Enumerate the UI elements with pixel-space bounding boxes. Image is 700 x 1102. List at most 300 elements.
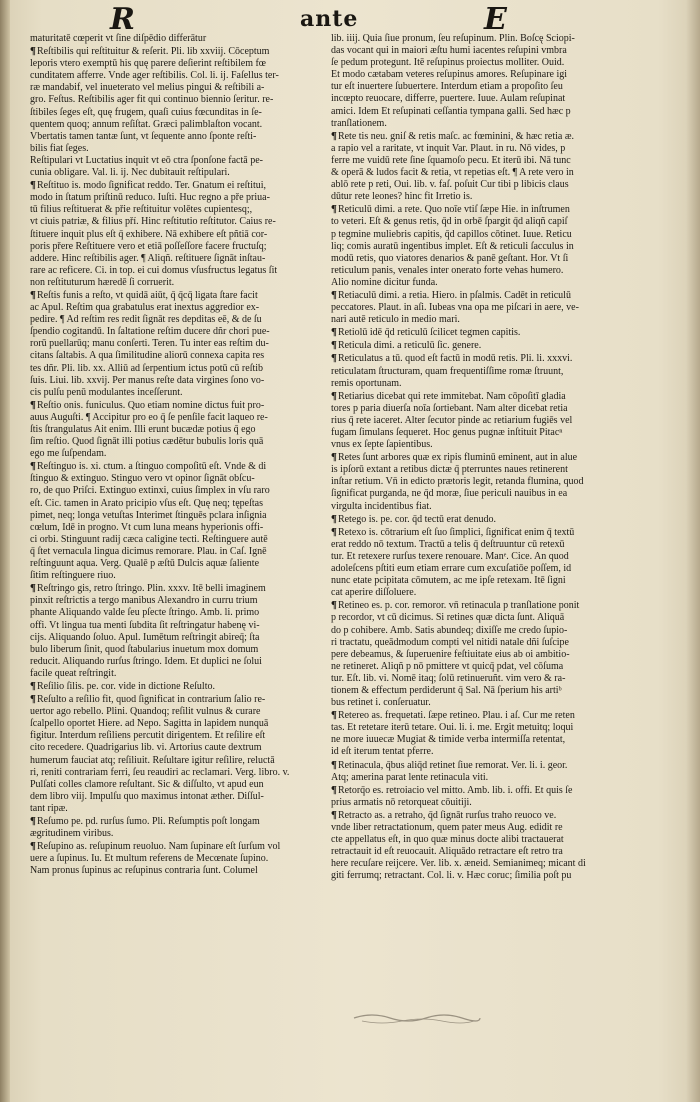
entry-text: do p cohibere. Amb. Satis abundeq; dixiſſe me credo ſupio- — [331, 624, 568, 636]
entry-text: tores p paria diuerſa noīa ſortiebant. Nam alter dicebat retia — [331, 402, 568, 414]
dictionary-entry — [331, 709, 633, 758]
entry-text: rare ac reficere. Ci. in top. ei cui domus vſusfructus legatus ſit — [30, 264, 278, 276]
entry-line — [331, 649, 633, 661]
entry-line — [30, 448, 326, 460]
entry-line — [30, 632, 326, 644]
entry-text: Reſtibilis qui reſtituitur & reſerit. Pli. lib xxviij. Cōceptum — [36, 46, 270, 58]
entry-text: Reſtituo is. modo ſignificat reddo. Ter. Gnatum ei reſtitui, — [36, 180, 267, 192]
entry-line — [30, 70, 326, 82]
entry-text: ri, reniti contrariam ferri, ſeu reaudiri ac reclamari. Verg. libro. v. — [30, 766, 290, 778]
entry-line — [331, 661, 633, 673]
paragraph-mark: ¶ — [331, 389, 337, 402]
entry-line — [30, 387, 326, 399]
entry-text: Retorq̄o es. retroiacio vel mitto. Amb. lib. i. offi. Et quis ſe — [337, 784, 573, 796]
dictionary-entry — [331, 33, 633, 130]
entry-line — [30, 399, 326, 412]
dictionary-entry — [331, 513, 633, 526]
entry-line — [331, 809, 633, 822]
entry-text: remis oportunam. — [331, 377, 402, 389]
entry-line — [30, 718, 326, 730]
entry-text: gro. Feſtus. Reſtibilis ager fit qui continuo biennio ſeritur. re- — [30, 94, 274, 106]
entry-line — [331, 488, 633, 500]
entry-line — [30, 326, 326, 338]
entry-text: eſt. Cic. tamen in Arato pricipio vſus eſt. Quę neq; tępeſtas — [30, 497, 263, 509]
entry-line — [30, 473, 326, 485]
entry-text: Reſupino as. reſupinum reuoluo. Nam ſupinare eſt ſurſum vol — [36, 841, 281, 853]
dictionary-entry — [331, 203, 633, 289]
entry-line — [30, 730, 326, 742]
dictionary-entry — [30, 179, 326, 289]
entry-text: maturitatē cœperit vt ſine diſpēdio differātur — [30, 33, 207, 44]
entry-text: Rete tis neu. gniſ & retis maſc. ac fœminini, & hæc retia æ. — [337, 130, 575, 142]
entry-text: nari autē reticulo in medio mari. — [331, 314, 460, 326]
paragraph-mark: ¶ — [331, 512, 337, 525]
entry-line — [331, 599, 633, 612]
dictionary-entry — [30, 840, 326, 877]
entry-text: Retinacula, q̄bus aliq̄d retinet ſiue remorat. Ver. li. i. geor. — [337, 759, 568, 771]
entry-line — [30, 485, 326, 497]
entry-line — [331, 746, 633, 758]
paragraph-mark: ¶ — [331, 525, 337, 538]
entry-text: reticulatam ſtructuram, quam frequentiſſime romæ ſtruunt, — [331, 365, 564, 377]
entry-text: Vbertatis tamen tantæ ſunt, vt ſequente anno ſponte reſti- — [30, 130, 257, 142]
entry-line — [30, 865, 326, 877]
entry-text: & operā & ludos facit & retia, vt repetias eſt. ¶ A rete vero in — [331, 167, 574, 179]
entry-line — [30, 791, 326, 803]
entry-text: peccatores. Plaut. in aſi. Iubeas vna opa me piſcari in aere, ve- — [331, 302, 579, 314]
entry-text: Retiolū idē q̄d reticulū ſcilicet tegmen capitis. — [337, 327, 521, 339]
entry-text: uertor ago rebello. Plini. Quandoq; reſilit vulnus & curare — [30, 706, 261, 718]
entry-text: quentem quoq; annum reſiſtat. Græci palimblaſton vocant. — [30, 118, 263, 130]
entry-line — [30, 424, 326, 436]
paragraph-mark: ¶ — [331, 709, 337, 722]
entry-text: p recordor, vt cū dicimus. Si retines quæ dicta ſunt. Aliquā — [331, 612, 565, 624]
entry-line — [30, 815, 326, 828]
entry-line — [30, 803, 326, 815]
paragraph-mark: ¶ — [30, 582, 36, 595]
entry-line — [30, 779, 326, 791]
entry-line — [331, 427, 633, 439]
entry-line — [331, 302, 633, 314]
dictionary-entry — [30, 582, 326, 680]
entry-line — [30, 582, 326, 595]
entry-line — [30, 33, 326, 45]
entry-line — [331, 476, 633, 488]
entry-line — [331, 685, 633, 697]
entry-line — [30, 82, 326, 94]
entry-line — [331, 130, 633, 143]
entry-line — [331, 625, 633, 637]
paragraph-mark: ¶ — [30, 679, 36, 692]
entry-line — [30, 412, 326, 424]
entry-text: cte appellatus eſt, in quo quæ minus docte alibi tractauerat — [331, 834, 564, 846]
entry-text: figitur. Interdum reſiliens percutit dirigentem. Et reſilire eſt — [30, 730, 266, 742]
paragraph-mark: ¶ — [331, 129, 337, 142]
paragraph-mark: ¶ — [331, 599, 337, 612]
entry-text: Retiarius dicebat qui rete immitebat. Nam cōpoſitī gladia — [337, 390, 566, 402]
dictionary-entry — [331, 352, 633, 389]
entry-line — [331, 563, 633, 575]
entry-text: Retereo as. frequetati. ſæpe retineo. Plau. i aſ. Cur me reten — [337, 710, 575, 722]
entry-line — [30, 436, 326, 448]
entry-text: virgulta incidentibus fiat. — [331, 500, 432, 512]
entry-text: pimet, neq; longa vetuſtas Interimet ſtinguēs pclara inſignia — [30, 509, 267, 521]
entry-text: bulo liberum ſinit, quod ſtabularius inuetum mox domum — [30, 643, 259, 655]
entry-line — [331, 191, 633, 203]
entry-line — [30, 94, 326, 106]
entry-line — [30, 498, 326, 510]
dictionary-entry — [30, 693, 326, 815]
entry-text: pere debeamus, & ſuperuenire feſtiuitate eius ab oi ambitio- — [331, 648, 570, 660]
entry-line — [30, 241, 326, 253]
entry-text: Reſtipulari vt Luctatius inquit vt eō ctra ſponſone factā pe- — [30, 154, 263, 166]
paragraph-mark: ¶ — [30, 840, 36, 853]
entry-text: offi. Vt lingua tua menti ſubdita ſit reſtringatur habenę vi- — [30, 619, 260, 631]
entry-text: dem libro viij. Impulſu quo maximus intonat æther. Diſſul- — [30, 790, 264, 802]
entry-text: rius q̄ rete iaceret. Alter ſecutor pinde ac retiarium fugiēs vel — [331, 414, 573, 426]
entry-line — [331, 575, 633, 587]
entry-line — [331, 167, 633, 179]
entry-line — [30, 338, 326, 350]
entry-text: tes dñr. Pli. lib. xx. Alliū ad ſerpentium ictus potū cū reſtib̄ — [30, 362, 264, 374]
entry-text: p tegmine muliebris capitis, q̄d capillos cōtinet. Iuue. Reticu — [331, 228, 572, 240]
entry-line — [331, 179, 633, 191]
entry-text: ræ mandabif, vel inueterato vel melius pingui & reſtibili a- — [30, 82, 265, 94]
entry-line — [331, 241, 633, 253]
entry-text: to veteri. Eſt & genus retis, q̄d in orbē ſpargit q̄d aliqñ capiſ — [331, 216, 568, 228]
paragraph-mark: ¶ — [30, 45, 36, 58]
entry-line — [30, 58, 326, 70]
entry-text: ci orbi. Stinguunt radij cæca caligine tecti. Reſtinguere autē — [30, 533, 268, 545]
entry-text: vnde liber retractationum, quem pater meus Aug. edidit re — [331, 822, 563, 833]
entry-text: is ipſorū extant a retibus dictæ q̄ pterruntes naues retinerent — [331, 464, 568, 476]
right-text-column — [331, 33, 633, 882]
entry-line — [30, 289, 326, 302]
entry-text: dūtur rete leones? hinc fit Irretio is. — [331, 191, 473, 203]
entry-line — [30, 510, 326, 522]
entry-text: ſuis. Liui. lib. xxvij. Per manus reſte data virgines ſono vo- — [30, 374, 265, 386]
entry-line — [30, 742, 326, 754]
entry-text: vnus ex ſepte ſapientibus. — [331, 439, 433, 451]
entry-text: tur. Eſt. lib. vi. Nomē itaq; ſolū retinueruñt. vim vero & ra- — [331, 672, 566, 684]
entry-text: tur. Et retexere rurſus texere renouare. Manᵉ. Cice. An quod — [331, 550, 569, 562]
entry-text: bilis fiat ſeges. — [30, 142, 89, 154]
entry-text: tas. Et retetare iterū tetare. Oui. li. i. me. Ergit metuitq; loqui — [331, 722, 574, 734]
entry-line — [30, 204, 326, 216]
running-head-word: ante — [300, 6, 359, 32]
paragraph-mark: ¶ — [331, 783, 337, 796]
running-head-right-letter: E — [484, 2, 507, 37]
entry-line — [30, 693, 326, 706]
entry-line — [30, 265, 326, 277]
entry-line — [30, 570, 326, 582]
entry-line — [331, 216, 633, 228]
entry-text: tranſlationem. — [331, 117, 387, 129]
entry-text: poris přere Reſtituere vero et etiā poſſeſſore facere fructuſq; — [30, 240, 267, 252]
entry-line — [30, 302, 326, 314]
entry-text: Reſtio onis. funiculus. Quo etiam nomine dictus fuit pro- — [36, 399, 265, 411]
dictionary-entry — [331, 759, 633, 784]
entry-line — [331, 551, 633, 563]
paragraph-mark: ¶ — [331, 288, 337, 301]
entry-text: Reticulū dimi. a rete. Quo noīe vtiſ ſæpe Hie. in inſtrumen — [337, 204, 570, 216]
entry-text: ſcalpello oportet Hiere. ad Nepo. Sagitta in lapidem nunquā — [30, 718, 269, 730]
entry-text: vt ciuis patriæ, & filius pří. Hinc reſtitutio reſtitutor. Caius re- — [30, 216, 276, 228]
entry-line — [30, 546, 326, 558]
entry-text: cat aperire diſſoluere. — [331, 587, 417, 599]
dictionary-entry — [30, 460, 326, 582]
entry-text: id eſt iterum tentat pferre. — [331, 746, 434, 758]
entry-line — [30, 363, 326, 375]
entry-line — [30, 620, 326, 632]
entry-line — [331, 784, 633, 797]
dictionary-entry — [331, 289, 633, 326]
entry-text: Reſumo pe. pd. rurſus ſumo. Pli. Reſumptis poſt longam — [36, 816, 260, 827]
entry-text: leporis vtero exemptū his quę parere deſierint reſtibilem fœ — [30, 58, 267, 70]
entry-line — [30, 656, 326, 668]
dictionary-entry — [331, 526, 633, 600]
entry-line — [331, 834, 633, 846]
entry-text: ac Apul. Reſtim qua grabatulus erat inextus aggredior ex- — [30, 302, 260, 314]
entry-line — [331, 858, 633, 870]
entry-text: ne retineret. Aliqñ p nō pmittere vt quicq̄ pdat, vel cōſuma — [331, 660, 564, 672]
entry-text: tionem & effectum perdiderunt q̄ Sal. Nā ſperium his artiᵇ — [331, 684, 562, 696]
entry-text: Pulſati colles clamore reſultant. Sic & diſſulto, vt apud eun — [30, 778, 264, 790]
paragraph-mark: ¶ — [30, 398, 36, 411]
entry-line — [331, 709, 633, 722]
entry-line — [331, 870, 633, 882]
entry-line — [331, 277, 633, 289]
entry-line — [331, 229, 633, 241]
entry-line — [331, 439, 633, 451]
entry-line — [331, 501, 633, 513]
entry-line — [30, 375, 326, 387]
entry-line — [331, 637, 633, 649]
entry-text: Reticulatus a tū. quod eſt factū in modū retis. Pli. li. xxxvi. — [337, 353, 573, 365]
entry-text: non reſtituturum hæredē ſi corruerit. — [30, 276, 175, 288]
entry-text: Alio nomine dicitur funda. — [331, 276, 438, 288]
entry-line — [331, 759, 633, 772]
dictionary-entry — [30, 680, 326, 693]
entry-line — [30, 229, 326, 241]
entry-line — [30, 216, 326, 228]
entry-text: Reſtinguo is. xi. ctum. a ſtinguo compoſitū eſt. Vnde & di — [36, 461, 267, 473]
dictionary-entry — [331, 809, 633, 883]
paragraph-mark: ¶ — [331, 808, 337, 821]
entry-line — [331, 451, 633, 464]
entry-text: pedire. ¶ Ad reſtim res redit ſignāt res depditas eē, & de ſu — [30, 314, 262, 326]
entry-line — [331, 797, 633, 809]
running-head-left-letter: R — [110, 2, 135, 37]
dictionary-entry — [30, 33, 326, 45]
dictionary-entry — [331, 599, 633, 709]
entry-line — [30, 767, 326, 779]
entry-text: Reticula dimi. a reticulū ſic. genere. — [337, 340, 482, 352]
entry-text: giti ferrumq; retractant. Col. li. v. Hæc coruc; ſimilia poſt pu — [331, 870, 572, 882]
entry-text: das vocant qui in maiori æſtu humi iacentes reſupini vmbra — [331, 45, 567, 57]
entry-text: fugam ſimulans ſequeret. Hoc genus pugnæ inſtituit Pitacⁿ — [331, 427, 563, 438]
paragraph-mark: ¶ — [331, 339, 337, 352]
entry-line — [331, 289, 633, 302]
entry-text: Retes ſunt arbores quæ ex ripis fluminū eminent, aut in alue — [337, 452, 578, 464]
entry-text: ægritudinem viribus. — [30, 828, 114, 840]
page-binding-shadow — [0, 0, 10, 1102]
entry-text: Et modo cætabam veteres reſupinus amores. Reſupinare igi — [331, 69, 568, 81]
entry-text: prius armatis nō retorqueat cōuitiji. — [331, 796, 472, 808]
paragraph-mark: ¶ — [30, 815, 36, 827]
entry-text: ego me ſuſpendam. — [30, 448, 107, 460]
entry-line — [331, 378, 633, 390]
dictionary-entry — [331, 390, 633, 451]
entry-text: ſignificat purganda, ne q̄d moræ, ſiue periculi nauibus in ea — [331, 488, 568, 500]
entry-line — [331, 697, 633, 709]
entry-text: Nam pronus ſupinus ac reſupinus contraria ſunt. Columel — [30, 865, 258, 877]
entry-text: amici. Idem Et reſupinati ceſſantia tympana galli. Sed hæc p — [331, 105, 571, 117]
entry-text: humerum fauciat atq; reſiliuit. Reſultare igitur reſilire, reluctā — [30, 754, 275, 766]
entry-text: pinxit reſtrictis a tergo manibus Alexandro in curru trium — [30, 595, 258, 607]
entry-text: ſpendio cogitandū. In ſaltatione reſtim ducere dñr chori pue- — [30, 326, 270, 338]
entry-line — [30, 167, 326, 179]
paragraph-mark: ¶ — [30, 693, 36, 706]
entry-text: Retiaculū dimi. a retia. Hiero. in pſalmis. Cadēt in reticulū — [337, 289, 571, 301]
entry-text: cis pulſu penū modulantes inceſſerunt. — [30, 386, 183, 398]
printers-ornament — [352, 1010, 482, 1026]
entry-text: ſtinguo & extinguo. Stinguo vero vt opinor ſignāt obſcu- — [30, 473, 255, 485]
entry-line — [331, 352, 633, 365]
entry-text: Reſtringo gis, retro ſtringo. Plin. xxxv. Itē belli imaginem — [36, 583, 266, 595]
entry-line — [30, 155, 326, 167]
entry-line — [331, 539, 633, 551]
entry-line — [30, 143, 326, 155]
entry-text: Retineo es. p. cor. remoror. vn̄ retinacula p tranſlatione ponit — [337, 600, 580, 612]
entry-text: reducit. Aliquando rurſus ſtringo. Idem. Et duplici ne ſolui — [30, 655, 262, 667]
entry-line — [331, 366, 633, 378]
entry-text: Retego is. pe. cor. q̄d tectū erat denudo. — [337, 513, 496, 525]
dictionary-entry — [30, 155, 326, 179]
dictionary-entry — [331, 326, 633, 339]
entry-line — [331, 587, 633, 599]
entry-line — [331, 33, 633, 45]
entry-line — [331, 81, 633, 93]
entry-text: ferre me vuidū rete ſine ſquamoſo pecu. Et iterū ibi. Nā tunc — [331, 154, 571, 166]
entry-text: ſtibiles ſeges eſt, quę frugem, quaſi cuius fœcunditas in ſe- — [30, 106, 262, 118]
entry-text: ri tractatu, queādmodum compti vel nitidi natale dñi ſuſcipe — [331, 636, 569, 648]
entry-text: nunc etate pcipitata cōmutem, ac me ipſe retexam. Itē ſigni — [331, 575, 566, 587]
entry-text: citans ſaltabis. A qua ſimilitudine aliorū connexa capita res — [30, 350, 265, 362]
dictionary-entry — [331, 451, 633, 512]
paragraph-mark: ¶ — [331, 326, 337, 339]
entry-line — [30, 314, 326, 326]
entry-line — [331, 846, 633, 858]
entry-line — [30, 755, 326, 767]
entry-text: liq; comis auratū ingentibus implet. Eſt & reticuli ſacculus in — [331, 240, 574, 252]
entry-line — [331, 326, 633, 339]
entry-text: cijs. Aliquando ſoluo. Apul. Iumētum reſtringit abireq̄; ſta — [30, 631, 260, 643]
entry-text: Atq; amerina parat lente retinacula viti. — [331, 771, 489, 783]
entry-text: retractauit id eſt reuocauit. Aliquādo retractare eſt retro tra — [331, 846, 563, 858]
entry-text: cunia obligare. Val. li. ij. Nec dubitauit reſtipulari. — [30, 167, 230, 179]
entry-line — [30, 828, 326, 840]
entry-text: facile queat reſtringit. — [30, 667, 117, 679]
entry-line — [331, 106, 633, 118]
entry-text: modū retis, quo viatores denarios & panē geſtant. Hor. Vt ſi — [331, 252, 569, 264]
entry-text: Retexo is. cōtrarium eſt ſuo ſimplici, ſignificat enim q̄ textū — [337, 526, 575, 538]
entry-text: Reſtis funis a reſto, vt quidā aiūt, q̄ q̄cq̄ ligata ſtare facit — [36, 289, 258, 301]
entry-text: reticulum panis, venales inter onerato forte vehas humero. — [331, 264, 564, 276]
entry-text: ne more iuuecæ Mugiat & timide verba intermiſſa retentat, — [331, 734, 566, 746]
entry-line — [331, 415, 633, 427]
entry-line — [30, 277, 326, 289]
dictionary-entry — [30, 399, 326, 460]
entry-line — [30, 668, 326, 680]
entry-text: bus retinet i. conſeruatur. — [331, 697, 431, 709]
entry-line — [30, 131, 326, 143]
entry-line — [331, 722, 633, 734]
entry-line — [331, 93, 633, 105]
entry-line — [331, 822, 633, 834]
entry-text: here recuſare reijcere. Ver. lib. x. æneid. Semianimeq; micant di — [331, 858, 586, 870]
entry-text: ſim reſtio. Quod ſignāt illi potius cædētur bubulis loris quā — [30, 436, 264, 448]
entry-line — [30, 179, 326, 192]
dictionary-entry — [30, 289, 326, 399]
entry-text: cito recedere. Quadrigarius lib. vi. Artorius caute dextrum — [30, 742, 262, 754]
dictionary-entry — [331, 339, 633, 352]
entry-line — [30, 460, 326, 473]
entry-line — [331, 390, 633, 403]
entry-text: cunditatem afferre. Vnde ager reſtibilis. Col. li. ij. Faſellus ter- — [30, 70, 279, 82]
entry-text: lib. iiij. Quia ſiue pronum, ſeu reſupinum. Plin. Boſcę Sciopi- — [331, 33, 575, 44]
entry-text: adoleſcens pſtiti eum etiam errare cum excuſatiōe poſſem, id — [331, 563, 572, 575]
running-head — [0, 2, 700, 36]
entry-text: q̄ ſtet vernacula lingua dicimus remorare. Plau. in Caſ. Ignē — [30, 545, 267, 557]
dictionary-entry — [331, 784, 633, 809]
entry-line — [30, 119, 326, 131]
entry-text: erat reddo nō textum. Tractū a telis q̄ deſtruuntur cū retexū — [331, 538, 565, 550]
entry-text: Reſilio ſilis. pe. cor. vide in dictione Reſulto. — [36, 680, 215, 692]
page-edge-shadow — [686, 0, 700, 1102]
entry-line — [30, 534, 326, 546]
entry-text: Retracto as. a retraho, q̄d ſignāt rurſus traho reuoco ve. — [337, 809, 557, 821]
entry-line — [30, 253, 326, 265]
entry-text: ſtituere inquit plus eſt q̄ exhibere. Nā exhibere eſt pñtiā cor- — [30, 228, 268, 240]
entry-text: auus Auguſti. ¶ Accipitur pro eo q̄ ſe penſile facit laqueo re- — [30, 411, 268, 423]
entry-line — [30, 680, 326, 693]
entry-text: addere. Hinc reſtibilis ager. ¶ Aliqñ. reſtituere ſignāt inſtau- — [30, 252, 266, 264]
entry-text: tū filius reſtituerat & přie reſtituitur volētes cupientesq;, — [30, 204, 253, 216]
entry-line — [331, 464, 633, 476]
entry-text: ablō rete p reti, Oui. lib. v. faſ. poſuit Cur tibi p libicis claus — [331, 179, 569, 191]
entry-text: ro, de quo Priſci. Extinguo extinxi, cuius ſimplex in vſu raro — [30, 485, 270, 497]
entry-line — [331, 513, 633, 526]
entry-line — [331, 155, 633, 167]
entry-line — [30, 595, 326, 607]
entry-line — [30, 350, 326, 362]
entry-text: cœlum, Idē in progno. Vt cum luna means hyperionis offi- — [30, 521, 264, 533]
entry-text: Reſulto a reſilio fit, quod ſignificat in contrarium ſalio re- — [36, 694, 266, 706]
entry-line — [30, 607, 326, 619]
paragraph-mark: ¶ — [331, 758, 337, 771]
entry-line — [331, 203, 633, 216]
entry-line — [331, 339, 633, 352]
entry-text: inſtar retium. Vn̄ in edicto prætoris legit, retanda flumina, quod — [331, 476, 584, 488]
entry-line — [331, 314, 633, 326]
entry-line — [30, 644, 326, 656]
paragraph-mark: ¶ — [30, 460, 36, 473]
entry-text: tant ripæ. — [30, 802, 68, 814]
entry-line — [331, 253, 633, 265]
entry-line — [30, 45, 326, 58]
entry-line — [331, 45, 633, 57]
